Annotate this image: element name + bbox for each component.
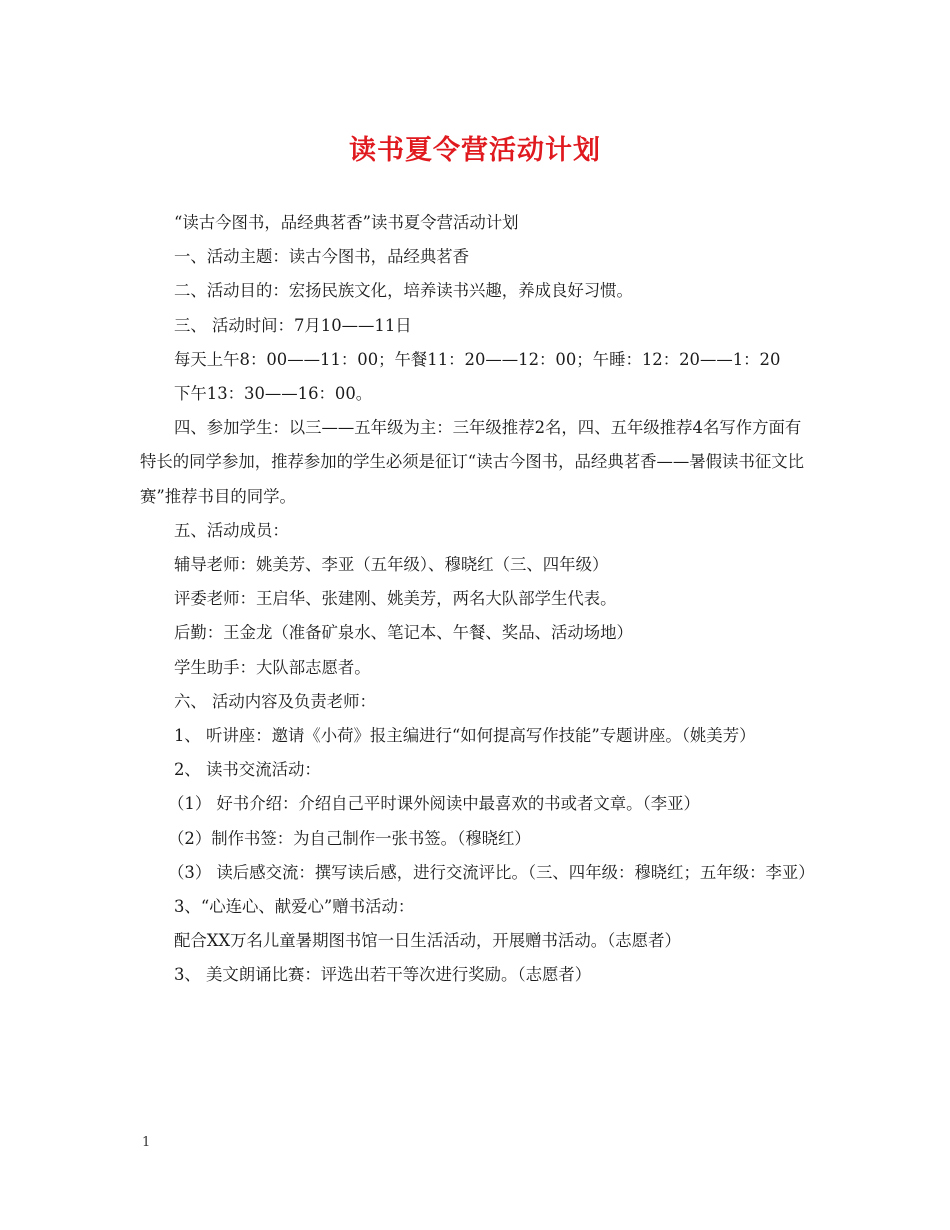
- paragraph-bookmark: （2）制作书签：为自己制作一张书签。（穆晓红）: [168, 828, 531, 848]
- page-number: 1: [142, 1135, 151, 1150]
- paragraph-assistants: 学生助手：大队部志愿者。: [174, 657, 371, 677]
- paragraph-recitation: 3、 美文朗诵比赛：评选出若干等次进行奖励。（志愿者）: [174, 965, 592, 985]
- paragraph-time: 三、 活动时间：7月10——11日: [174, 315, 412, 335]
- paragraph-purpose: 二、活动目的：宏扬民族文化，培养读书兴趣，养成良好习惯。: [174, 281, 633, 301]
- paragraph-tutors: 辅导老师：姚美芳、李亚（五年级）、穆晓红（三、四年级）: [174, 555, 609, 575]
- paragraph-donation-detail: 配合XX万名儿童暑期图书馆一日生活活动，开展赠书活动。（志愿者）: [174, 931, 681, 951]
- paragraph-reflection: （3） 读后感交流：撰写读后感，进行交流评比。（三、四年级：穆晓红；五年级：李亚）: [168, 862, 815, 882]
- paragraph-members: 五、活动成员：: [174, 520, 289, 540]
- paragraph-afternoon: 下午13：30——16：00。: [174, 384, 373, 404]
- paragraph-content: 六、 活动内容及负责老师：: [174, 691, 376, 711]
- paragraph-donation: 3、“心连心、献爱心”赠书活动：: [174, 897, 415, 917]
- paragraph-daily-schedule: 每天上午8：00——11：00；午餐11：20——12：00；午睡：12：20——1：20: [174, 349, 781, 369]
- paragraph-theme: 一、活动主题：读古今图书，品经典茗香: [174, 247, 470, 267]
- paragraph-lecture: 1、 听讲座：邀请《小荷》报主编进行“如何提高写作技能”专题讲座。（姚美芳）: [174, 726, 756, 746]
- paragraph-judges: 评委老师：王启华、张建刚、姚美芳，两名大队部学生代表。: [174, 589, 617, 609]
- document-body: [140, 206, 816, 993]
- paragraph-participants: 四、参加学生：以三——五年级为主：三年级推荐2名，四、五年级推荐4名写作方面有特长的同学参加，推荐参加的学生必须是征订“读古今图书，品经典茗香——暑假读书征文比赛”推荐书目的同学。: [140, 418, 805, 506]
- paragraph-logistics: 后勤：王金龙（准备矿泉水、笔记本、午餐、奖品、活动场地）: [174, 623, 633, 643]
- paragraph-exchange: 2、 读书交流活动：: [174, 760, 321, 780]
- paragraph-subtitle: “读古今图书，品经典茗香”读书夏令营活动计划: [174, 213, 519, 232]
- paragraph-book-intro: （1） 好书介绍：介绍自己平时课外阅读中最喜欢的书或者文章。（李亚）: [168, 794, 700, 814]
- document-title: 读书夏令营活动计划: [349, 135, 601, 166]
